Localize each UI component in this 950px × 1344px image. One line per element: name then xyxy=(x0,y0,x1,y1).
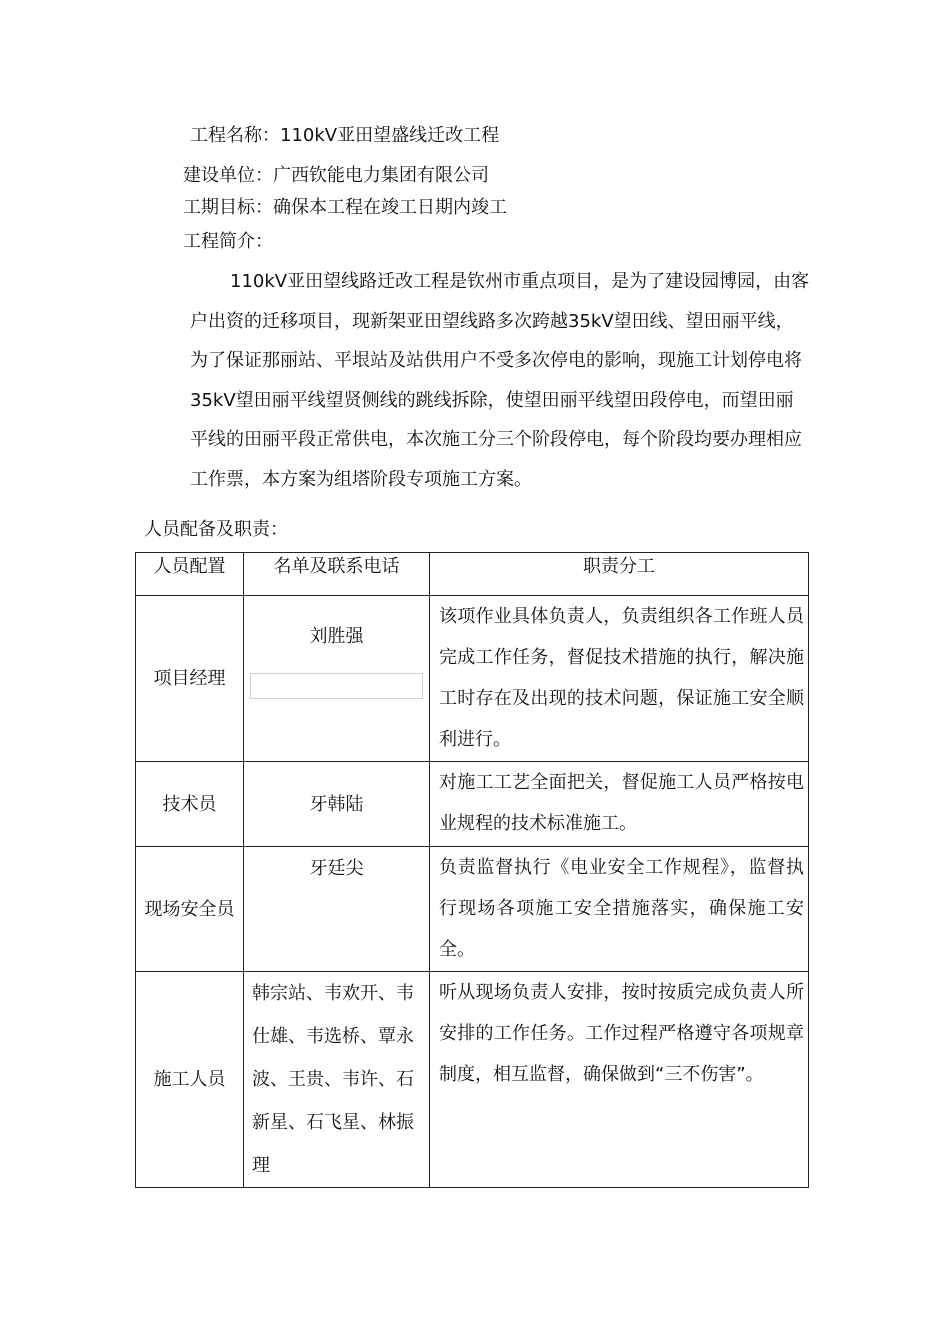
intro-text: 110kV亚田望线路迁改工程是钦州市重点项目，是为了建设园博园，由客户出资的迁移项目，现新架亚田望线路多次跨越35kV望田线、望田丽平线，为了保证那丽站、平垠站及站供用户不受多次停电的影响，现施工计划停电将35kV望田丽平线望贤侧线的跳线拆除，使望田丽平线望田段停电，而望田丽平线的田丽平段正常供电，本次施工分三个阶段停电，每个阶段均要办理相应工作票，本方案为组塔阶段专项施工方案。 xyxy=(190,271,810,490)
staff-caption: 人员配备及职责： xyxy=(144,519,288,540)
duty-cell: 对施工工艺全面把关，督促施工人员严格按电业规程的技术标准施工。 xyxy=(430,762,809,847)
intro-label: 工程简介： xyxy=(183,231,273,252)
table-header-row xyxy=(136,553,809,596)
names-cell: 牙韩陆 xyxy=(244,762,430,847)
names-text: 刘胜强 xyxy=(309,626,364,647)
table-row xyxy=(136,762,809,847)
table-row xyxy=(136,596,809,762)
builder-line: 建设单位：广西钦能电力集团有限公司 xyxy=(183,165,489,186)
role-cell: 技术员 xyxy=(136,762,244,847)
role-cell: 项目经理 xyxy=(136,596,244,762)
duty-cell: 负责监督执行《电业安全工作规程》，监督执行现场各项施工安全措施落实，确保施工安全。 xyxy=(430,847,809,972)
names-cell: 牙廷尖 xyxy=(244,847,430,972)
names-cell xyxy=(244,596,430,762)
duty-cell: 该项作业具体负责人，负责组织各工作班人员完成工作任务，督促技术措施的执行，解决施工时存在及出现的技术问题，保证施工安全顺利进行。 xyxy=(430,596,809,762)
intro-paragraph xyxy=(190,262,810,499)
header-names: 名单及联系电话 xyxy=(244,553,430,596)
role-cell: 现场安全员 xyxy=(136,847,244,972)
header-duty: 职责分工 xyxy=(430,553,809,596)
staff-table xyxy=(135,552,809,1188)
role-cell: 施工人员 xyxy=(136,972,244,1188)
schedule-line: 工期目标：确保本工程在竣工日期内竣工 xyxy=(183,197,507,218)
names-cell: 韩宗站、韦欢开、韦仕雄、韦选桥、覃永波、王贵、韦许、石新星、石飞星、林振理 xyxy=(244,972,430,1188)
duty-cell: 听从现场负责人安排，按时按质完成负责人所安排的工作任务。工作过程严格遵守各项规章制度，相互监督，确保做到“三不伤害”。 xyxy=(430,972,809,1188)
table-row xyxy=(136,972,809,1188)
project-name-line: 工程名称：110kV亚田望盛线迁改工程 xyxy=(190,125,500,146)
contact-phone-field[interactable] xyxy=(250,673,423,699)
table-row xyxy=(136,847,809,972)
header-role: 人员配置 xyxy=(136,553,244,596)
